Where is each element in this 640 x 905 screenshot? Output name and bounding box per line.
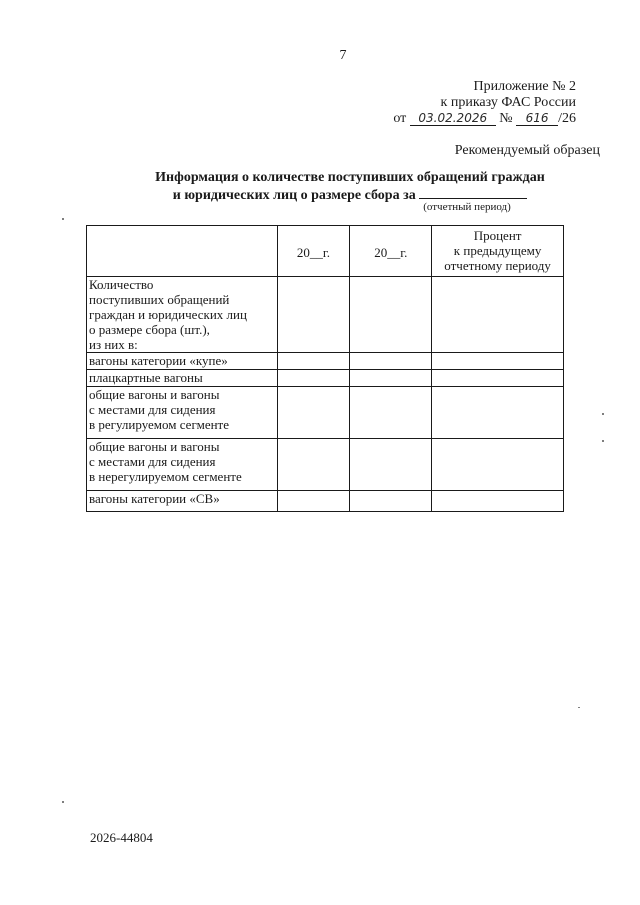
number-sign: № (499, 111, 513, 126)
table-cell (277, 387, 350, 439)
table-cell (432, 370, 564, 387)
scan-speck (602, 413, 604, 415)
table-cell (350, 370, 432, 387)
handwritten-date: 03.02.2026 (410, 112, 496, 126)
table-cell (350, 387, 432, 439)
row-label-coupe: вагоны категории «купе» (87, 353, 278, 370)
table-cell (432, 491, 564, 512)
period-caption: (отчетный период) (423, 201, 511, 213)
handwritten-number: 616 (516, 112, 558, 126)
appendix-date-number (393, 111, 576, 127)
table-row (87, 387, 564, 439)
appendix-prefix: от (393, 111, 407, 126)
table-row (87, 491, 564, 512)
row-label-common-unregulated: общие вагоны и вагоны с местами для сидения в нерегулируемом сегменте (87, 439, 278, 491)
appendix-block (393, 79, 576, 127)
table-cell (432, 439, 564, 491)
table-header-row (87, 226, 564, 277)
table-cell (277, 370, 350, 387)
report-table (86, 225, 564, 512)
row-label-total: Количество поступивших обращений граждан и юридических лиц о размере сбора (шт.), из них в: (87, 277, 278, 353)
table-cell (350, 277, 432, 353)
table-cell (350, 353, 432, 370)
scan-speck (602, 440, 604, 442)
header-percent: Процент к предыдущему отчетному периоду (432, 226, 564, 277)
table-cell (350, 439, 432, 491)
row-label-sv: вагоны категории «СВ» (87, 491, 278, 512)
appendix-title: Приложение № 2 (473, 79, 576, 94)
table-row (87, 353, 564, 370)
page-number: 7 (339, 48, 347, 63)
number-suffix: /26 (558, 111, 576, 126)
table-cell (350, 491, 432, 512)
table-cell (432, 387, 564, 439)
header-year-2: 20__г. (350, 226, 432, 277)
header-year-1: 20__г. (277, 226, 350, 277)
scan-speck (578, 707, 580, 708)
period-blank-line (419, 186, 527, 199)
document-title (120, 170, 580, 204)
table-cell (277, 439, 350, 491)
header-empty-cell (87, 226, 278, 277)
row-label-common-regulated: общие вагоны и вагоны с местами для сидения в регулируемом сегменте (87, 387, 278, 439)
scan-speck (62, 801, 64, 803)
table-cell (432, 353, 564, 370)
document-id: 2026-44804 (90, 830, 153, 845)
scan-speck (62, 218, 64, 220)
title-line-2-text: и юридических лиц о размере сбора за (172, 188, 416, 203)
table-row (87, 370, 564, 387)
table-row (87, 439, 564, 491)
table-cell (277, 277, 350, 353)
table-cell (277, 353, 350, 370)
table-cell (277, 491, 350, 512)
sample-label: Рекомендуемый образец (454, 143, 600, 158)
table-cell (432, 277, 564, 353)
appendix-order-ref: к приказу ФАС России (440, 95, 576, 110)
table-row (87, 277, 564, 353)
title-line-1: Информация о количестве поступивших обращений граждан (155, 170, 545, 185)
row-label-platskart: плацкартные вагоны (87, 370, 278, 387)
